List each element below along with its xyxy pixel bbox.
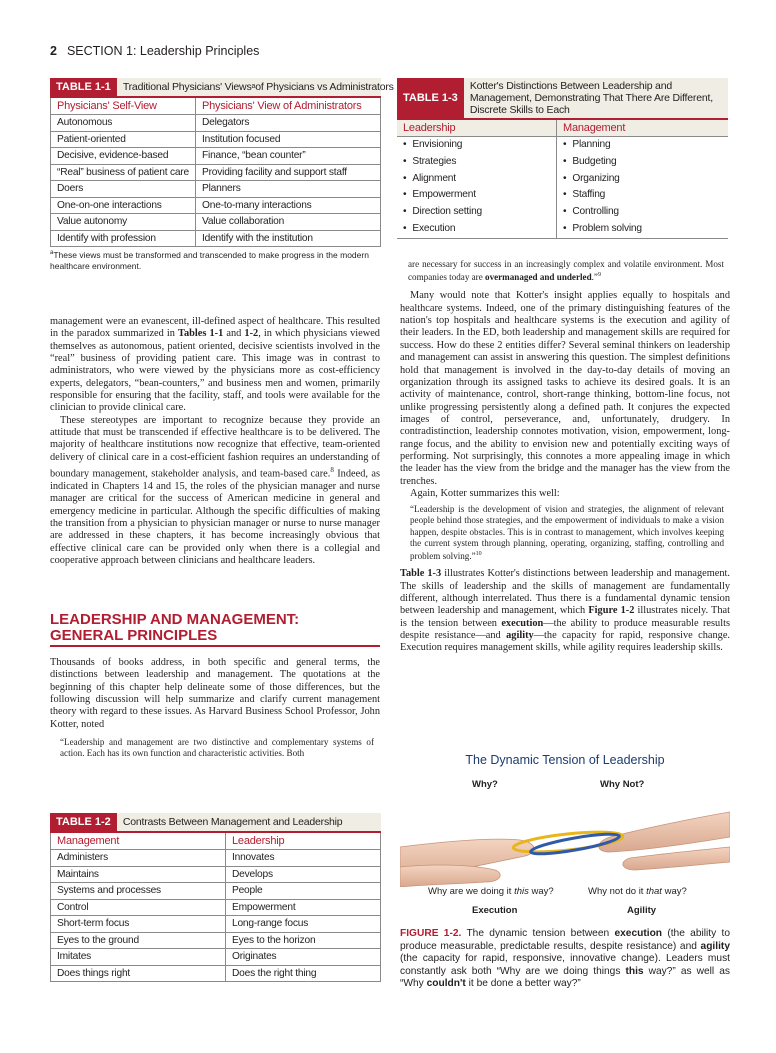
why-label: Why? — [472, 779, 498, 790]
table-cell: • Budgeting — [557, 154, 728, 171]
table-cell: Value autonomy — [51, 214, 196, 231]
paragraph: Many would note that Kotter's insight applies equally to hospitals and healthcare systems. Indeed, one of the primary distinguishing features of the nation's top hospitals and healthcare systems is the execution and agility of their leaders. In the ED, both leadership and management skills are required for success. How do these 2 entities differ? Several seminal thinkers on leadership and management can assist in answering this question. The simplest definitions hold that management is involved in the day-to-day details of moving an organization through its assigned tasks to achieve its desired goals. It is an activity of maintenance, control, short-range thinking, bottom-line focus, not unlike progressing persistently along a defined path. It conjures the expected images of control, perseverance, and, unfortunately, drudgery. In contradistinction, leadership connotes motivation, vision, empowerment, long-range focus, and the ability to envision new and potentially exciting ways of performing. Not surprisingly, this connotes a more appealing image in which the leader has the view from the bridge and the manager has the view from the trenches. — [400, 290, 730, 487]
figure-caption: FIGURE 1-2. The dynamic tension between execution (the ability to produce measurable, predictable results, despite resistance) and agility (the capacity for rapid, responsive, innovative change). Leaders must constantly ask both “Why are we doing things this way?” as well as “Why couldn't it be done a better way?” — [400, 928, 730, 990]
column-header: Physicians' View of Administrators — [196, 98, 380, 115]
table-cell: Eyes to the ground — [51, 933, 226, 950]
table-cell: Develops — [226, 867, 380, 884]
table-cell: Does things right — [51, 966, 226, 983]
table-cell: Originates — [226, 949, 380, 966]
figure-1-2 — [400, 750, 730, 920]
table-cell: Short-term focus — [51, 916, 226, 933]
column-header: Management — [557, 120, 728, 137]
column-header: Management — [51, 833, 226, 850]
table-footnote: $^a$These views must be transformed and transcended to make progress in the modern healthcare environment. — [50, 249, 369, 271]
table-cell: • Empowerment — [397, 187, 557, 204]
table-cell: People — [226, 883, 380, 900]
why-not-label: Why Not? — [600, 779, 645, 790]
section-title: SECTION 1: Leadership Principles — [66, 44, 260, 58]
table-cell: Finance, “bean counter” — [196, 148, 380, 165]
table-cell: • Controlling — [557, 204, 728, 221]
paragraph: Thousands of books address, in both specific and general terms, the distinctions between leadership and management. The quotations at the beginning of this chapter help delineate some of those differences, but the following discussion will help summarize and clarify current management theory with regard to these issues. As Harvard Business School Professor, John Kotter, noted — [50, 657, 380, 730]
figure-title: The Dynamic Tension of Leadership — [465, 753, 665, 767]
table-cell: Systems and processes — [51, 883, 226, 900]
table-label: TABLE 1-2 — [50, 813, 117, 831]
table-cell: One-on-one interactions — [51, 198, 196, 215]
running-head — [50, 44, 259, 58]
block-quote: “Leadership and management are two distinctive and complementary systems of action. Each has its own function and characteristic activities. Both — [60, 737, 374, 759]
table-cell: Control — [51, 900, 226, 917]
table-1-3 — [397, 78, 728, 239]
table-cell: Empowerment — [226, 900, 380, 917]
table-cell: Planners — [196, 181, 380, 198]
left-column-lower — [50, 657, 380, 759]
column-header: Physicians' Self-View — [51, 98, 196, 115]
table-header — [397, 78, 728, 120]
table-cell: • Problem solving — [557, 221, 728, 238]
column-header: Leadership — [397, 120, 557, 137]
table-cell: Doers — [51, 181, 196, 198]
paragraph: Table 1-3 illustrates Kotter's distinctions between leadership and management. The skills of leadership and the skills of management are fundamentally different, although interrelated. Thus there is a fundamental dynamic tension between leadership and management, which Figure 1-2 illustrates nicely. That is the tension between execution—the ability to produce measurable results despite resistance—and agility—the capacity for rapid, responsive change. Execution requires management skills, while agility requires leadership skills. — [400, 568, 730, 654]
table-grid — [50, 833, 381, 982]
table-title: Kotter's Distinctions Between Leadership and Management, Demonstrating That There Are Different, Discrete Skills to Each — [469, 80, 713, 116]
table-cell: “Real” business of patient care — [51, 165, 196, 182]
table-cell: • Staffing — [557, 187, 728, 204]
table-header — [50, 813, 381, 833]
table-cell: Providing facility and support staff — [196, 165, 380, 182]
question-that-way: Why not do it that way? — [588, 886, 687, 897]
table-cell: • Alignment — [397, 171, 557, 188]
fingers-rubber-band-illustration — [400, 792, 730, 887]
table-label: TABLE 1-3 — [397, 78, 464, 118]
question-this-way: Why are we doing it this way? — [428, 886, 554, 897]
right-column — [400, 259, 730, 655]
table-cell: • Planning — [557, 137, 728, 154]
table-cell: Administers — [51, 850, 226, 867]
table-1-2 — [50, 813, 381, 982]
execution-label: Execution — [472, 905, 518, 916]
left-column — [50, 316, 380, 567]
block-quote: “Leadership is the development of vision and strategies, the alignment of relevant people behind those strategies, and the empowerment of individuals to make a vision happen, despite obstacles. This is in contrast to management, which involves keeping the current system through planning, operating, organizing, staffing, controlling and problem solving.”$^{10}$ — [410, 504, 724, 562]
table-cell: Does the right thing — [226, 966, 380, 983]
table-cell: • Organizing — [557, 171, 728, 188]
block-quote-continued: are necessary for success in an increasingly complex and volatile environment. Most companies today are overmanaged and underled.”$^9$ — [408, 259, 724, 283]
table-grid — [397, 120, 728, 238]
table-cell: One-to-many interactions — [196, 198, 380, 215]
table-label: TABLE 1-1 — [50, 78, 117, 96]
table-cell: Maintains — [51, 867, 226, 884]
table-cell: Decisive, evidence-based — [51, 148, 196, 165]
table-title: Traditional Physicians' Views a of Physicians vs Administrators — [122, 81, 394, 93]
table-cell: • Envisioning — [397, 137, 557, 154]
table-cell: Patient-oriented — [51, 132, 196, 149]
table-cell: Autonomous — [51, 115, 196, 132]
table-cell: Delegators — [196, 115, 380, 132]
page-number: 2 — [50, 44, 57, 58]
table-cell: Value collaboration — [196, 214, 380, 231]
table-cell: • Execution — [397, 221, 557, 238]
table-cell: Identify with the institution — [196, 231, 380, 248]
table-cell: Eyes to the horizon — [226, 933, 380, 950]
table-cell: Innovates — [226, 850, 380, 867]
table-grid — [50, 98, 381, 247]
table-cell: • Strategies — [397, 154, 557, 171]
section-heading: LEADERSHIP AND MANAGEMENT: GENERAL PRINCIPLES — [50, 612, 380, 647]
table-title: Contrasts Between Management and Leadership — [122, 816, 343, 828]
paragraph: Again, Kotter summarizes this well: — [410, 487, 560, 499]
agility-label: Agility — [627, 905, 657, 916]
table-cell: Imitates — [51, 949, 226, 966]
table-cell: Long-range focus — [226, 916, 380, 933]
table-1-1 — [50, 78, 394, 247]
table-cell: • Direction setting — [397, 204, 557, 221]
table-cell: Institution focused — [196, 132, 380, 149]
table-header — [50, 78, 394, 98]
column-header: Leadership — [226, 833, 380, 850]
table-cell: Identify with profession — [51, 231, 196, 248]
paragraph: management were an evanescent, ill-defined aspect of healthcare. This resulted in the paradox summarized in Tables 1-1 and 1-2, in which physicians viewed themselves as autonomous, patient oriented, decisive scientists involved in the “real” business of providing patient care. This image was in contrast to administrators, who were viewed by the physicians more as cost-efficiency experts, delegators, “bean-counters,” and business men and women, primarily responsible for ensuring that the facility, staff, and tools were available for the clinician to provide clinical care. — [50, 316, 380, 414]
paragraph: These stereotypes are important to recognize because they provide an attitude that must be transcended if effective healthcare is to be delivered. The majority of healthcare institutions now recognize that effective, team-oriented delivery of clinical care in a cost-efficient fashion requires an understanding of boundary management, stakeholder analysis, and team-based care.$^8$ Indeed, as indicated in Chapters 14 and 15, the roles of the physician manager and nurse manager are critical for the success of American medicine in general and emergency medicine in particular. Although the specific difficulties of making the transition from a physician to physician manager or nurse to nurse manager are addressed in these chapters, it has become increasingly obvious that effective clinical care can be provided only when there is a collegial and cooperative approach between clinicians and healthcare leaders. — [50, 414, 380, 566]
